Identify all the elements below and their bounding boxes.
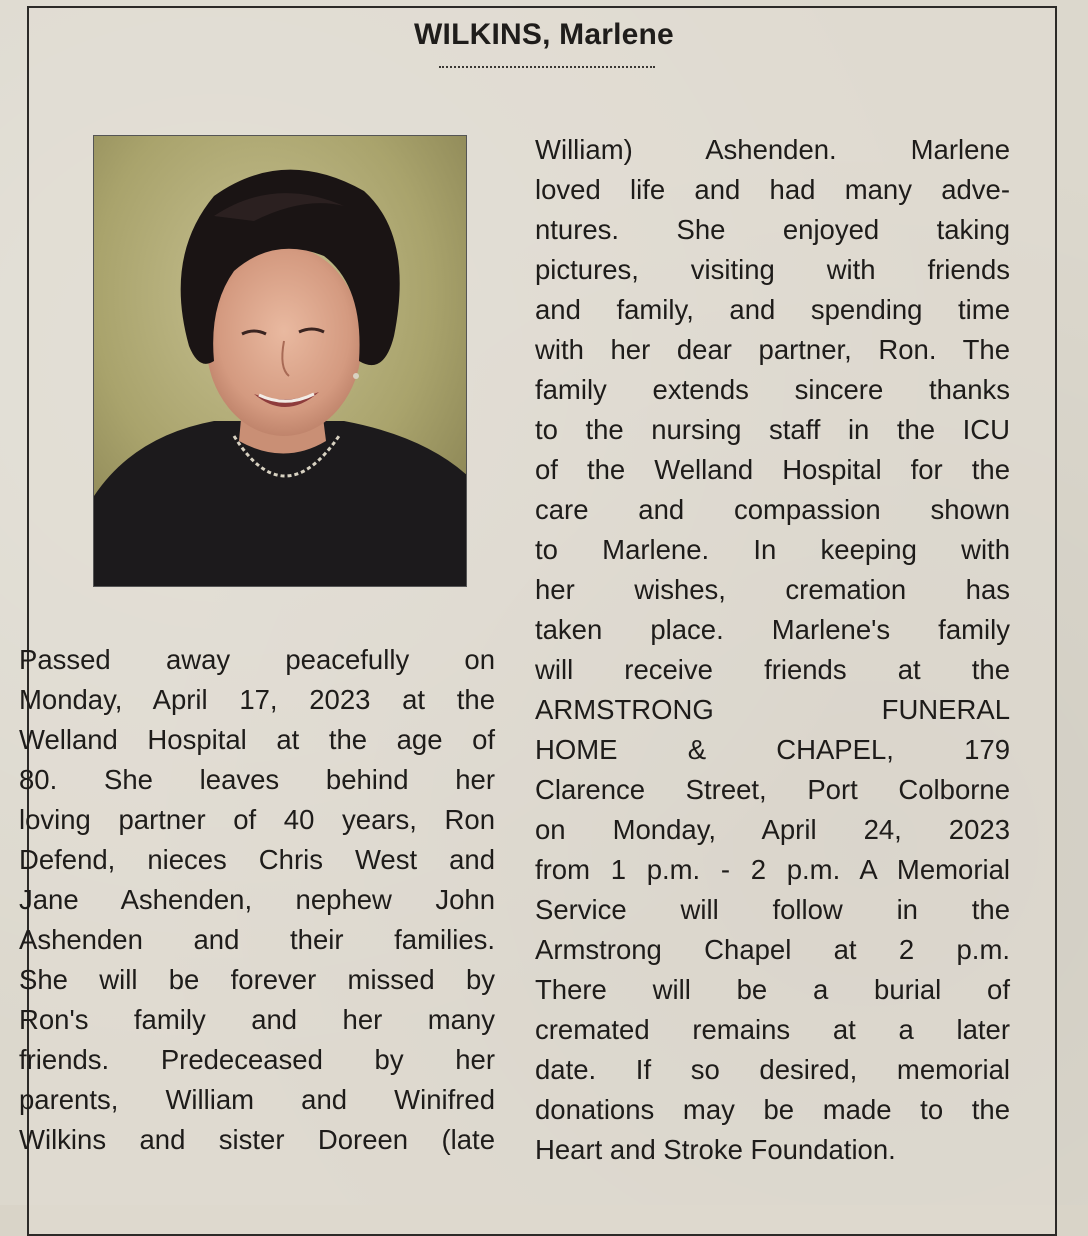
text-line: friends. Predeceased by her <box>19 1044 495 1075</box>
text-line: Welland Hospital at the age of <box>19 724 495 755</box>
text-line: pictures, visiting with friends <box>535 254 1010 285</box>
text-line: Armstrong Chapel at 2 p.m. <box>535 934 1010 965</box>
text-line: Passed away peacefully on <box>19 644 495 675</box>
text-line: Service will follow in the <box>535 894 1010 925</box>
text-line: and family, and spending time <box>535 294 1010 325</box>
text-line: with her dear partner, Ron. The <box>535 334 1010 365</box>
text-line: taken place. Marlene's family <box>535 614 1010 645</box>
text-line: family extends sincere thanks <box>535 374 1010 405</box>
text-line: There will be a burial of <box>535 974 1010 1005</box>
text-line: will receive friends at the <box>535 654 1010 685</box>
text-line: Ashenden and their families. <box>19 924 495 955</box>
text-line: 80. She leaves behind her <box>19 764 495 795</box>
obituary-title: WILKINS, Marlene <box>414 18 674 51</box>
text-line: her wishes, cremation has <box>535 574 1010 605</box>
text-line: Clarence Street, Port Colborne <box>535 774 1010 805</box>
text-line: parents, William and Winifred <box>19 1084 495 1115</box>
text-line: cremated remains at a later <box>535 1014 1010 1045</box>
text-line: Monday, April 17, 2023 at the <box>19 684 495 715</box>
obituary-text-left-column <box>19 640 495 1160</box>
text-line: from 1 p.m. - 2 p.m. A Memorial <box>535 854 1010 885</box>
text-line: Heart and Stroke Foundation. <box>535 1134 896 1165</box>
text-line: of the Welland Hospital for the <box>535 454 1010 485</box>
text-line: loved life and had many adve- <box>535 174 1010 205</box>
text-line: Jane Ashenden, nephew John <box>19 884 495 915</box>
text-line: HOME & CHAPEL, 179 <box>535 734 1010 765</box>
portrait-illustration <box>94 136 467 587</box>
text-line: ntures. She enjoyed taking <box>535 214 1010 245</box>
portrait-photo <box>93 135 467 587</box>
text-line: William) Ashenden. Marlene <box>535 134 1010 165</box>
text-line: ARMSTRONG FUNERAL <box>535 694 1010 725</box>
text-line: She will be forever missed by <box>19 964 495 995</box>
text-line: date. If so desired, memorial <box>535 1054 1010 1085</box>
text-line: Defend, nieces Chris West and <box>19 844 495 875</box>
text-line: Wilkins and sister Doreen (late <box>19 1124 495 1155</box>
text-line: loving partner of 40 years, Ron <box>19 804 495 835</box>
text-line: on Monday, April 24, 2023 <box>535 814 1010 845</box>
text-line: to the nursing staff in the ICU <box>535 414 1010 445</box>
text-line: care and compassion shown <box>535 494 1010 525</box>
text-line: Ron's family and her many <box>19 1004 495 1035</box>
title-underline <box>439 66 655 68</box>
obituary-text-right-column <box>535 130 1010 1170</box>
text-line: donations may be made to the <box>535 1094 1010 1125</box>
text-line: to Marlene. In keeping with <box>535 534 1010 565</box>
